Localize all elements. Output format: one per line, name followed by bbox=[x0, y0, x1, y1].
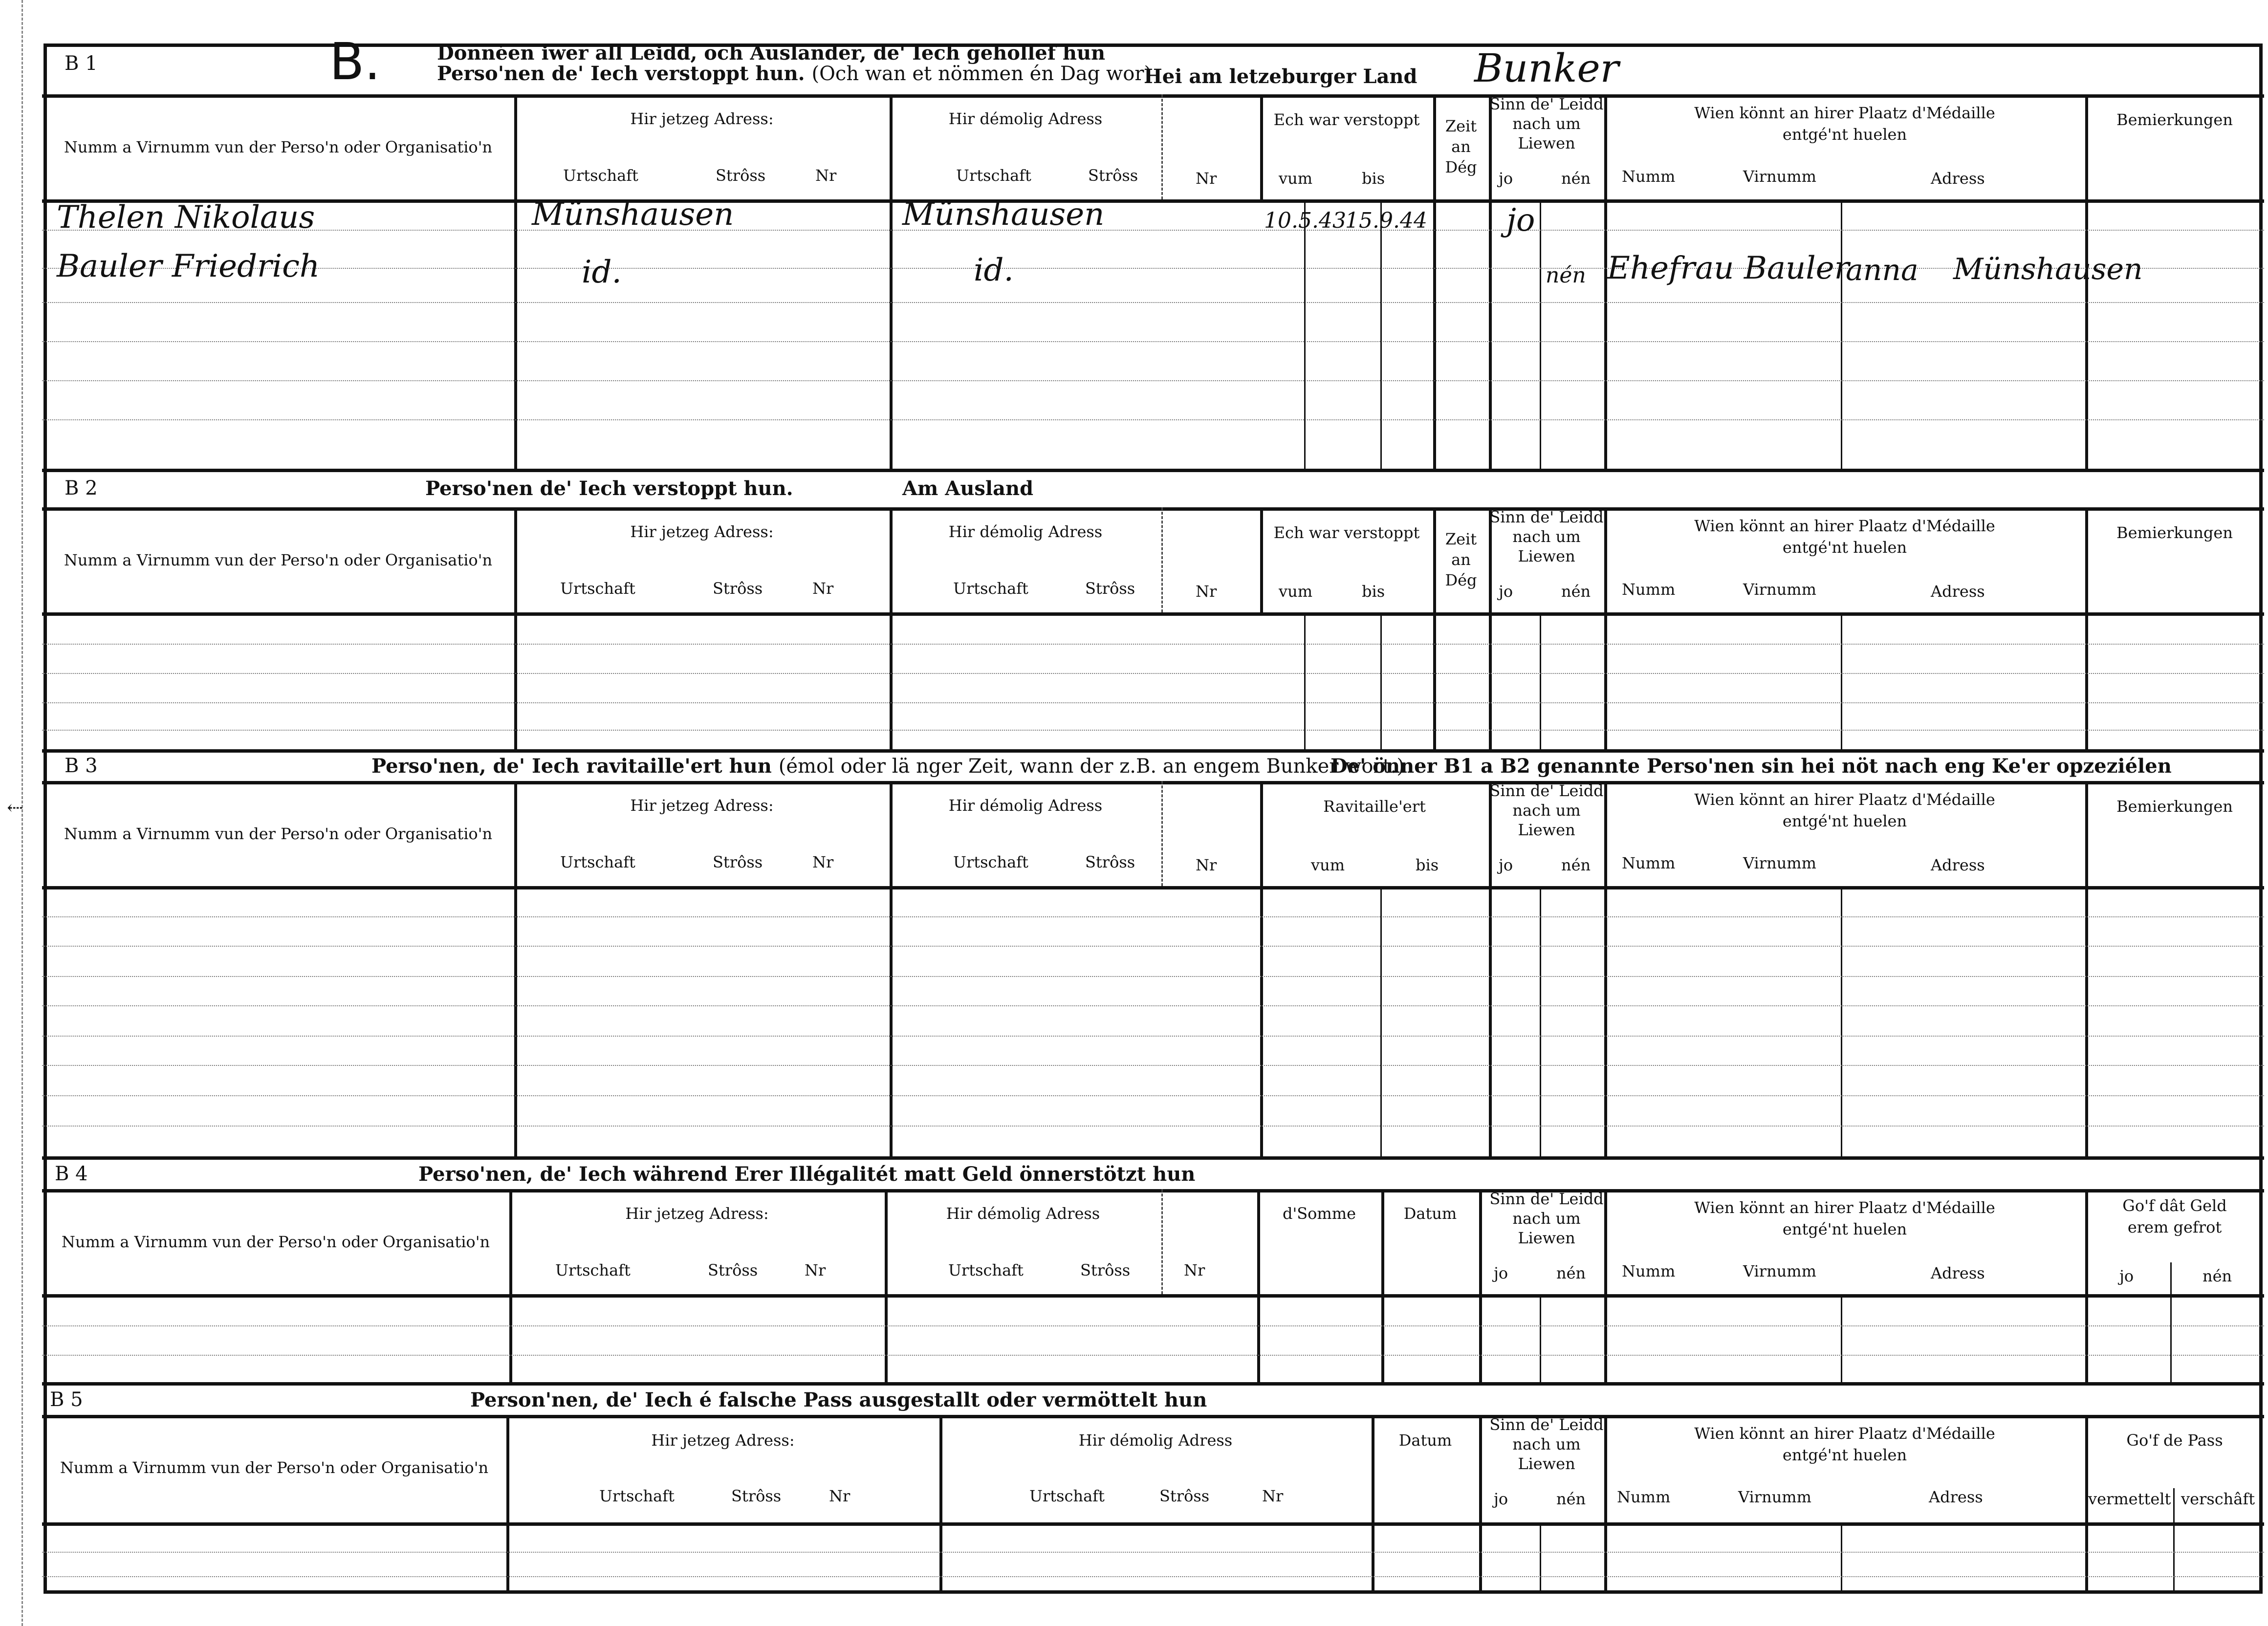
section-b1-location-handwritten: Bunker bbox=[1474, 45, 1619, 91]
b1-row1-alive: jo bbox=[1506, 202, 1535, 238]
b2-header-current-nr: Nr bbox=[812, 579, 834, 598]
section-b3-code: B 3 bbox=[65, 755, 98, 777]
section-b5-header bbox=[42, 1415, 2264, 1526]
b3-header-no: nén bbox=[1561, 856, 1591, 874]
b5-header-pass-mediated: vermettelt bbox=[2088, 1490, 2171, 1508]
section-b4-titlebar bbox=[42, 1156, 2264, 1192]
b1-header-medal-address: Adress bbox=[1931, 169, 1985, 188]
b1-header-time-days: Zeit an Dég bbox=[1445, 117, 1477, 176]
b5-header-medal-first: Virnumm bbox=[1738, 1488, 1811, 1506]
b4-header-former-town: Urtschaft bbox=[948, 1261, 1024, 1279]
b3-header-current-street: Strôss bbox=[713, 853, 763, 871]
b2-header-current-address: Hir jetzeg Adress: bbox=[630, 522, 774, 541]
b1-row2-current-town: id. bbox=[582, 254, 622, 290]
section-b1-titlebar bbox=[42, 32, 2264, 98]
b3-header-current-address: Hir jetzeg Adress: bbox=[630, 796, 774, 815]
b1-header-alive: Sinn de' Leidd nach um Liewen bbox=[1489, 95, 1604, 152]
section-b4-header bbox=[42, 1189, 2264, 1298]
b3-header-former-nr: Nr bbox=[1196, 856, 1217, 874]
b4-header-former-address: Hir démolig Adress bbox=[946, 1204, 1100, 1223]
b4-header-money: Go'f dât Geld erem gefrot bbox=[2122, 1196, 2227, 1236]
b3-header-name: Numm a Virnumm vun der Perso'n oder Organisatio'n bbox=[64, 824, 493, 843]
b1-row2-former-town: id. bbox=[974, 252, 1014, 288]
b3-header-medal-address: Adress bbox=[1931, 856, 1985, 874]
section-b1-title-line1: Donnéen iwer all Leidd, och Ausländer, de' Iech gehollef hun bbox=[437, 42, 1106, 65]
b4-header-no: nén bbox=[1556, 1264, 1586, 1282]
b1-header-current-street: Strôss bbox=[716, 166, 766, 185]
b2-header-time-days: Zeit an Dég bbox=[1445, 530, 1477, 589]
b3-header-former-street: Strôss bbox=[1085, 853, 1135, 871]
b2-header-hidden: Ech war verstoppt bbox=[1273, 523, 1420, 542]
b1-row2-medal-address: Münshausen bbox=[1953, 252, 2143, 286]
section-b3-titlebar bbox=[42, 749, 2264, 784]
b1-header-name: Numm a Virnumm vun der Perso'n oder Organisatio'n bbox=[64, 138, 493, 156]
b1-header-to: bis bbox=[1362, 169, 1385, 188]
section-b3 bbox=[42, 749, 2264, 1156]
b2-header-name: Numm a Virnumm vun der Perso'n oder Organisatio'n bbox=[64, 551, 493, 569]
b5-header-alive: Sinn de' Leidd nach um Liewen bbox=[1489, 1415, 1604, 1473]
section-b5 bbox=[42, 1382, 2264, 1594]
b3-header-medal-name: Numm bbox=[1622, 854, 1676, 872]
b5-header-date: Datum bbox=[1398, 1431, 1452, 1450]
b1-header-former-address: Hir démolig Adress bbox=[948, 109, 1103, 128]
b5-header-current-street: Strôss bbox=[731, 1487, 782, 1505]
b2-header-alive: Sinn de' Leidd nach um Liewen bbox=[1489, 508, 1604, 565]
b1-header-current-address: Hir jetzeg Adress: bbox=[630, 109, 774, 128]
b4-header-current-town: Urtschaft bbox=[555, 1261, 631, 1279]
section-b1-rows bbox=[42, 196, 2264, 469]
b3-header-to: bis bbox=[1416, 856, 1439, 874]
b2-header-former-town: Urtschaft bbox=[953, 579, 1028, 598]
b2-header-former-nr: Nr bbox=[1196, 582, 1217, 601]
b1-header-former-nr: Nr bbox=[1196, 169, 1217, 188]
b3-header-medal-first: Virnumm bbox=[1743, 854, 1816, 872]
b1-header-no: nén bbox=[1561, 169, 1591, 188]
b2-header-remarks: Bemierkungen bbox=[2116, 523, 2233, 542]
b3-header-former-address: Hir démolig Adress bbox=[948, 796, 1103, 815]
left-margin-arrow-icon: ⇠ bbox=[7, 797, 23, 819]
b5-header-pass: Go'f de Pass bbox=[2126, 1431, 2223, 1450]
section-b5-code: B 5 bbox=[50, 1388, 83, 1411]
b3-header-medal: Wien könnt an hirer Plaatz d'Médaille entgé'nt huelen bbox=[1694, 790, 1995, 830]
section-b5-titlebar bbox=[42, 1382, 2264, 1418]
b3-header-remarks: Bemierkungen bbox=[2116, 797, 2233, 816]
b1-row2-name: Bauler Friedrich bbox=[57, 248, 320, 284]
b2-header-no: nén bbox=[1561, 582, 1591, 601]
b3-header-supplied: Ravitaille'ert bbox=[1323, 797, 1426, 816]
b2-header-former-street: Strôss bbox=[1085, 579, 1135, 598]
section-b3-title: Perso'nen, de' Iech ravitaille'ert hun (émol oder lä nger Zeit, wann der z.B. an engem Bunker wort.) bbox=[371, 755, 1404, 778]
b5-header-medal: Wien könnt an hirer Plaatz d'Médaille entgé'nt huelen bbox=[1694, 1424, 1995, 1464]
b5-header-current-nr: Nr bbox=[829, 1487, 850, 1505]
b4-header-current-nr: Nr bbox=[805, 1261, 826, 1279]
b1-row1-former-town: Münshausen bbox=[902, 196, 1105, 233]
section-b1-header bbox=[42, 94, 2264, 203]
b5-header-former-address: Hir démolig Adress bbox=[1078, 1431, 1233, 1450]
b1-header-medal: Wien könnt an hirer Plaatz d'Médaille entgé'nt huelen bbox=[1694, 104, 1995, 144]
b3-header-current-nr: Nr bbox=[812, 853, 834, 871]
b3-header-alive: Sinn de' Leidd nach um Liewen bbox=[1489, 781, 1604, 839]
b3-header-yes: jo bbox=[1499, 856, 1513, 874]
b2-header-former-address: Hir démolig Adress bbox=[948, 522, 1103, 541]
b4-header-alive: Sinn de' Leidd nach um Liewen bbox=[1489, 1190, 1604, 1247]
b5-header-no: nén bbox=[1556, 1490, 1586, 1508]
b1-row2-medal-name: Ehefrau Bauler bbox=[1607, 250, 1850, 286]
b4-header-current-address: Hir jetzeg Adress: bbox=[625, 1204, 769, 1223]
b1-header-yes: jo bbox=[1499, 169, 1513, 188]
section-b4-code: B 4 bbox=[55, 1163, 88, 1185]
b4-header-current-street: Strôss bbox=[708, 1261, 758, 1279]
b2-header-current-town: Urtschaft bbox=[560, 579, 635, 598]
b5-header-name: Numm a Virnumm vun der Perso'n oder Organisatio'n bbox=[60, 1458, 489, 1477]
b4-header-former-street: Strôss bbox=[1080, 1261, 1131, 1279]
b5-header-yes: jo bbox=[1494, 1490, 1508, 1508]
b4-header-yes: jo bbox=[1494, 1264, 1508, 1282]
b4-header-money-yes: jo bbox=[2119, 1267, 2134, 1285]
b1-header-former-town: Urtschaft bbox=[956, 166, 1031, 185]
b4-header-date: Datum bbox=[1403, 1204, 1457, 1223]
b4-header-medal-first: Virnumm bbox=[1743, 1262, 1816, 1280]
b5-header-medal-address: Adress bbox=[1929, 1488, 1983, 1506]
b1-header-medal-first: Virnumm bbox=[1743, 167, 1816, 186]
b5-header-medal-name: Numm bbox=[1617, 1488, 1671, 1506]
b5-header-current-address: Hir jetzeg Adress: bbox=[651, 1431, 795, 1450]
section-b2-country-label: Am Ausland bbox=[902, 477, 1034, 500]
b5-header-former-nr: Nr bbox=[1262, 1487, 1284, 1505]
b4-header-medal-name: Numm bbox=[1622, 1262, 1676, 1280]
b1-row1-from: 10.5.43 bbox=[1264, 208, 1346, 233]
b1-header-hidden: Ech war verstoppt bbox=[1273, 110, 1420, 129]
b1-row1-name: Thelen Nikolaus bbox=[57, 199, 315, 236]
b4-header-name: Numm a Virnumm vun der Perso'n oder Organisatio'n bbox=[61, 1233, 490, 1251]
b1-row1-current-town: Münshausen bbox=[532, 196, 734, 233]
b1-row2-alive: nén bbox=[1546, 263, 1586, 288]
b5-header-former-street: Strôss bbox=[1159, 1487, 1210, 1505]
section-b4 bbox=[42, 1156, 2264, 1382]
b1-header-current-nr: Nr bbox=[815, 166, 837, 185]
section-b2-header bbox=[42, 507, 2264, 616]
b1-header-from: vum bbox=[1279, 169, 1313, 188]
b2-header-medal: Wien könnt an hirer Plaatz d'Médaille entgé'nt huelen bbox=[1694, 517, 1995, 557]
section-b1-code: B 1 bbox=[65, 52, 98, 75]
b5-header-former-town: Urtschaft bbox=[1029, 1487, 1105, 1505]
section-b1-country-label: Hei am letzeburger Land bbox=[1144, 65, 1418, 88]
b4-header-medal: Wien könnt an hirer Plaatz d'Médaille entgé'nt huelen bbox=[1694, 1198, 1995, 1238]
section-b2-rows bbox=[42, 612, 2264, 749]
section-b4-title: Perso'nen, de' Iech während Erer Illégalitét matt Geld önnerstötzt hun bbox=[418, 1163, 1196, 1186]
b3-header-from: vum bbox=[1311, 856, 1345, 874]
b5-header-pass-procured: verschâft bbox=[2181, 1490, 2255, 1508]
b1-header-remarks: Bemierkungen bbox=[2116, 110, 2233, 129]
b4-header-former-nr: Nr bbox=[1184, 1261, 1205, 1279]
section-b1-title-line2: Perso'nen de' Iech verstoppt hun. (Och wan et nömmen én Dag wor) bbox=[437, 62, 1152, 85]
b2-header-from: vum bbox=[1279, 582, 1313, 601]
section-b3-header bbox=[42, 781, 2264, 889]
section-b2 bbox=[42, 469, 2264, 749]
b5-header-current-town: Urtschaft bbox=[599, 1487, 675, 1505]
section-b3-note: De' önner B1 a B2 genannte Perso'nen sin hei nöt nach eng Ke'er opzeziélen bbox=[1330, 755, 2172, 778]
b2-header-medal-first: Virnumm bbox=[1743, 580, 1816, 599]
section-b2-title: Perso'nen de' Iech verstoppt hun. bbox=[425, 477, 793, 500]
section-b4-rows bbox=[42, 1294, 2264, 1382]
b1-header-current-town: Urtschaft bbox=[563, 166, 638, 185]
b1-header-medal-name: Numm bbox=[1622, 167, 1676, 186]
section-b3-rows bbox=[42, 886, 2264, 1156]
b4-header-medal-address: Adress bbox=[1931, 1264, 1985, 1282]
b2-header-medal-name: Numm bbox=[1622, 580, 1676, 599]
section-b5-rows bbox=[42, 1522, 2264, 1594]
b2-header-medal-address: Adress bbox=[1931, 582, 1985, 601]
b4-header-sum: d'Somme bbox=[1282, 1204, 1356, 1223]
section-b2-titlebar bbox=[42, 469, 2264, 511]
b1-header-former-street: Strôss bbox=[1088, 166, 1138, 185]
b2-header-yes: jo bbox=[1499, 582, 1513, 601]
form-code: B. bbox=[329, 32, 381, 91]
b1-row2-medal-first: anna bbox=[1846, 253, 1919, 287]
section-b2-code: B 2 bbox=[65, 477, 98, 499]
section-b5-title: Person'nen, de' Iech é falsche Pass ausgestallt oder vermöttelt hun bbox=[470, 1388, 1207, 1411]
b3-header-current-town: Urtschaft bbox=[560, 853, 635, 871]
b3-header-former-town: Urtschaft bbox=[953, 853, 1028, 871]
b2-header-current-street: Strôss bbox=[713, 579, 763, 598]
b4-header-money-no: nén bbox=[2203, 1267, 2232, 1285]
b1-row1-to: 15.9.44 bbox=[1345, 208, 1427, 233]
section-b1 bbox=[42, 32, 2264, 469]
b2-header-to: bis bbox=[1362, 582, 1385, 601]
